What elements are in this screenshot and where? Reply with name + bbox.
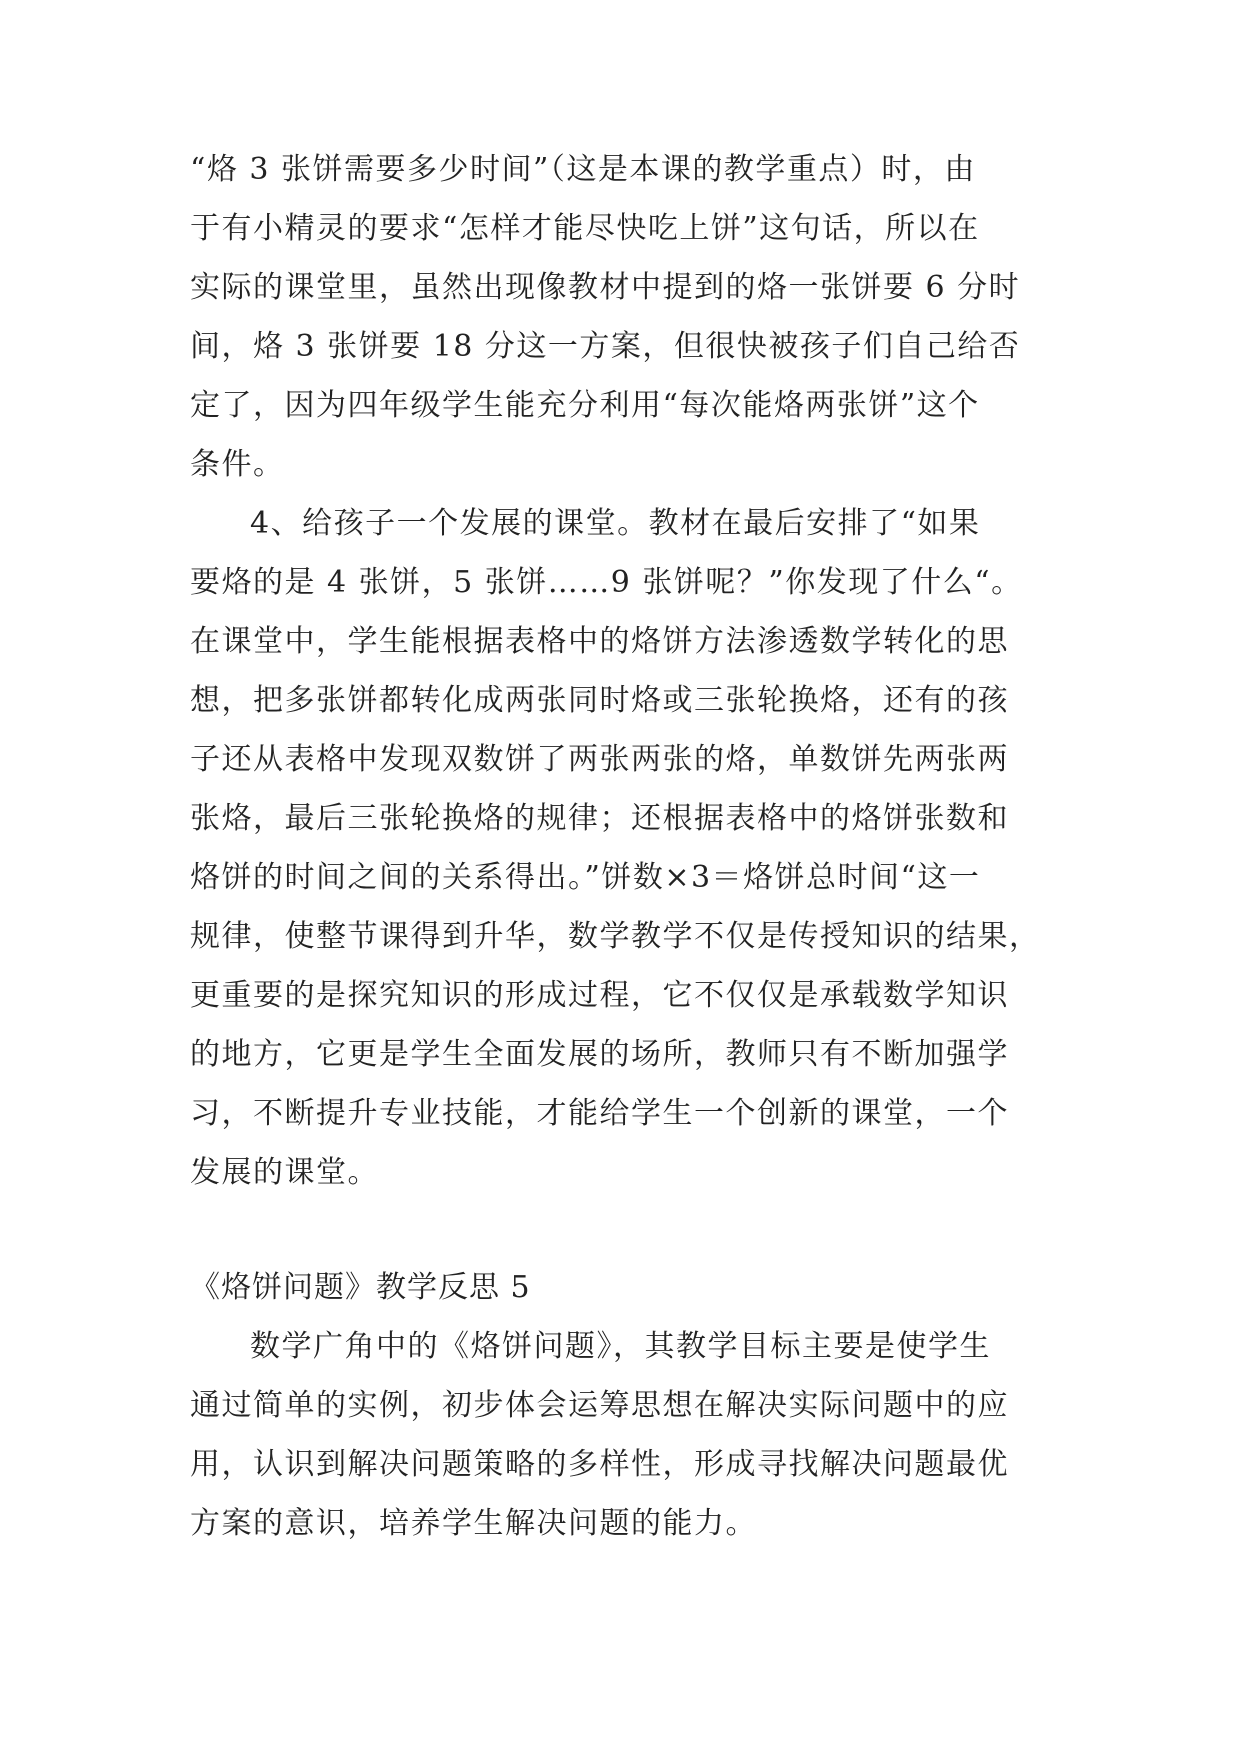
paragraph-point-4: [190, 494, 1050, 1202]
text-line: 数学广角中的《烙饼问题》，其教学目标主要是使学生: [250, 1329, 991, 1364]
text-line: 于有小精灵的要求“怎样才能尽快吃上饼”这句话，所以在: [190, 211, 980, 246]
text-line: 习，不断提升专业技能，才能给学生一个创新的课堂，一个: [190, 1096, 1009, 1131]
text-line: 用，认识到解决问题策略的多样性，形成寻找解决问题最优: [190, 1447, 1009, 1482]
text-line: “烙 3 张饼需要多少时间”（这是本课的教学重点）时，由: [190, 152, 976, 187]
paragraph-continuation: [190, 140, 1050, 494]
text-line: 4、给孩子一个发展的课堂。教材在最后安排了“如果: [250, 506, 981, 541]
text-line: 通过简单的实例，初步体会运筹思想在解决实际问题中的应: [190, 1388, 1009, 1423]
text-line: 张烙，最后三张轮换烙的规律；还根据表格中的烙饼张数和: [190, 801, 1009, 836]
text-line: 在课堂中，学生能根据表格中的烙饼方法渗透数学转化的思: [190, 624, 1009, 659]
text-line: 方案的意识，培养学生解决问题的能力。: [190, 1506, 757, 1541]
text-line: 条件。: [190, 447, 285, 482]
text-line: 想，把多张饼都转化成两张同时烙或三张轮换烙，还有的孩: [190, 683, 1009, 718]
text-line: 子还从表格中发现双数饼了两张两张的烙，单数饼先两张两: [190, 742, 1009, 777]
text-line: 要烙的是 4 张饼，5 张饼……9 张饼呢？”你发现了什么“。: [190, 565, 1023, 600]
text-line: 实际的课堂里，虽然出现像教材中提到的烙一张饼要 6 分时: [190, 270, 1021, 305]
text-line: 发展的课堂。: [190, 1155, 379, 1190]
text-line: 定了，因为四年级学生能充分利用“每次能烙两张饼”这个: [190, 388, 980, 423]
text-line: 更重要的是探究知识的形成过程，它不仅仅是承载数学知识: [190, 978, 1009, 1013]
section-heading: 《烙饼问题》教学反思 5: [190, 1270, 531, 1305]
text-line: 规律，使整节课得到升华，数学教学不仅是传授知识的结果，: [190, 919, 1041, 954]
paragraph-reflection-5: [190, 1317, 1050, 1553]
text-line: 间，烙 3 张饼要 18 分这一方案，但很快被孩子们自己给否: [190, 329, 1021, 364]
text-line: 烙饼的时间之间的关系得出。”饼数×3＝烙饼总时间“这一: [190, 860, 981, 895]
text-line: 的地方，它更是学生全面发展的场所，教师只有不断加强学: [190, 1037, 1009, 1072]
